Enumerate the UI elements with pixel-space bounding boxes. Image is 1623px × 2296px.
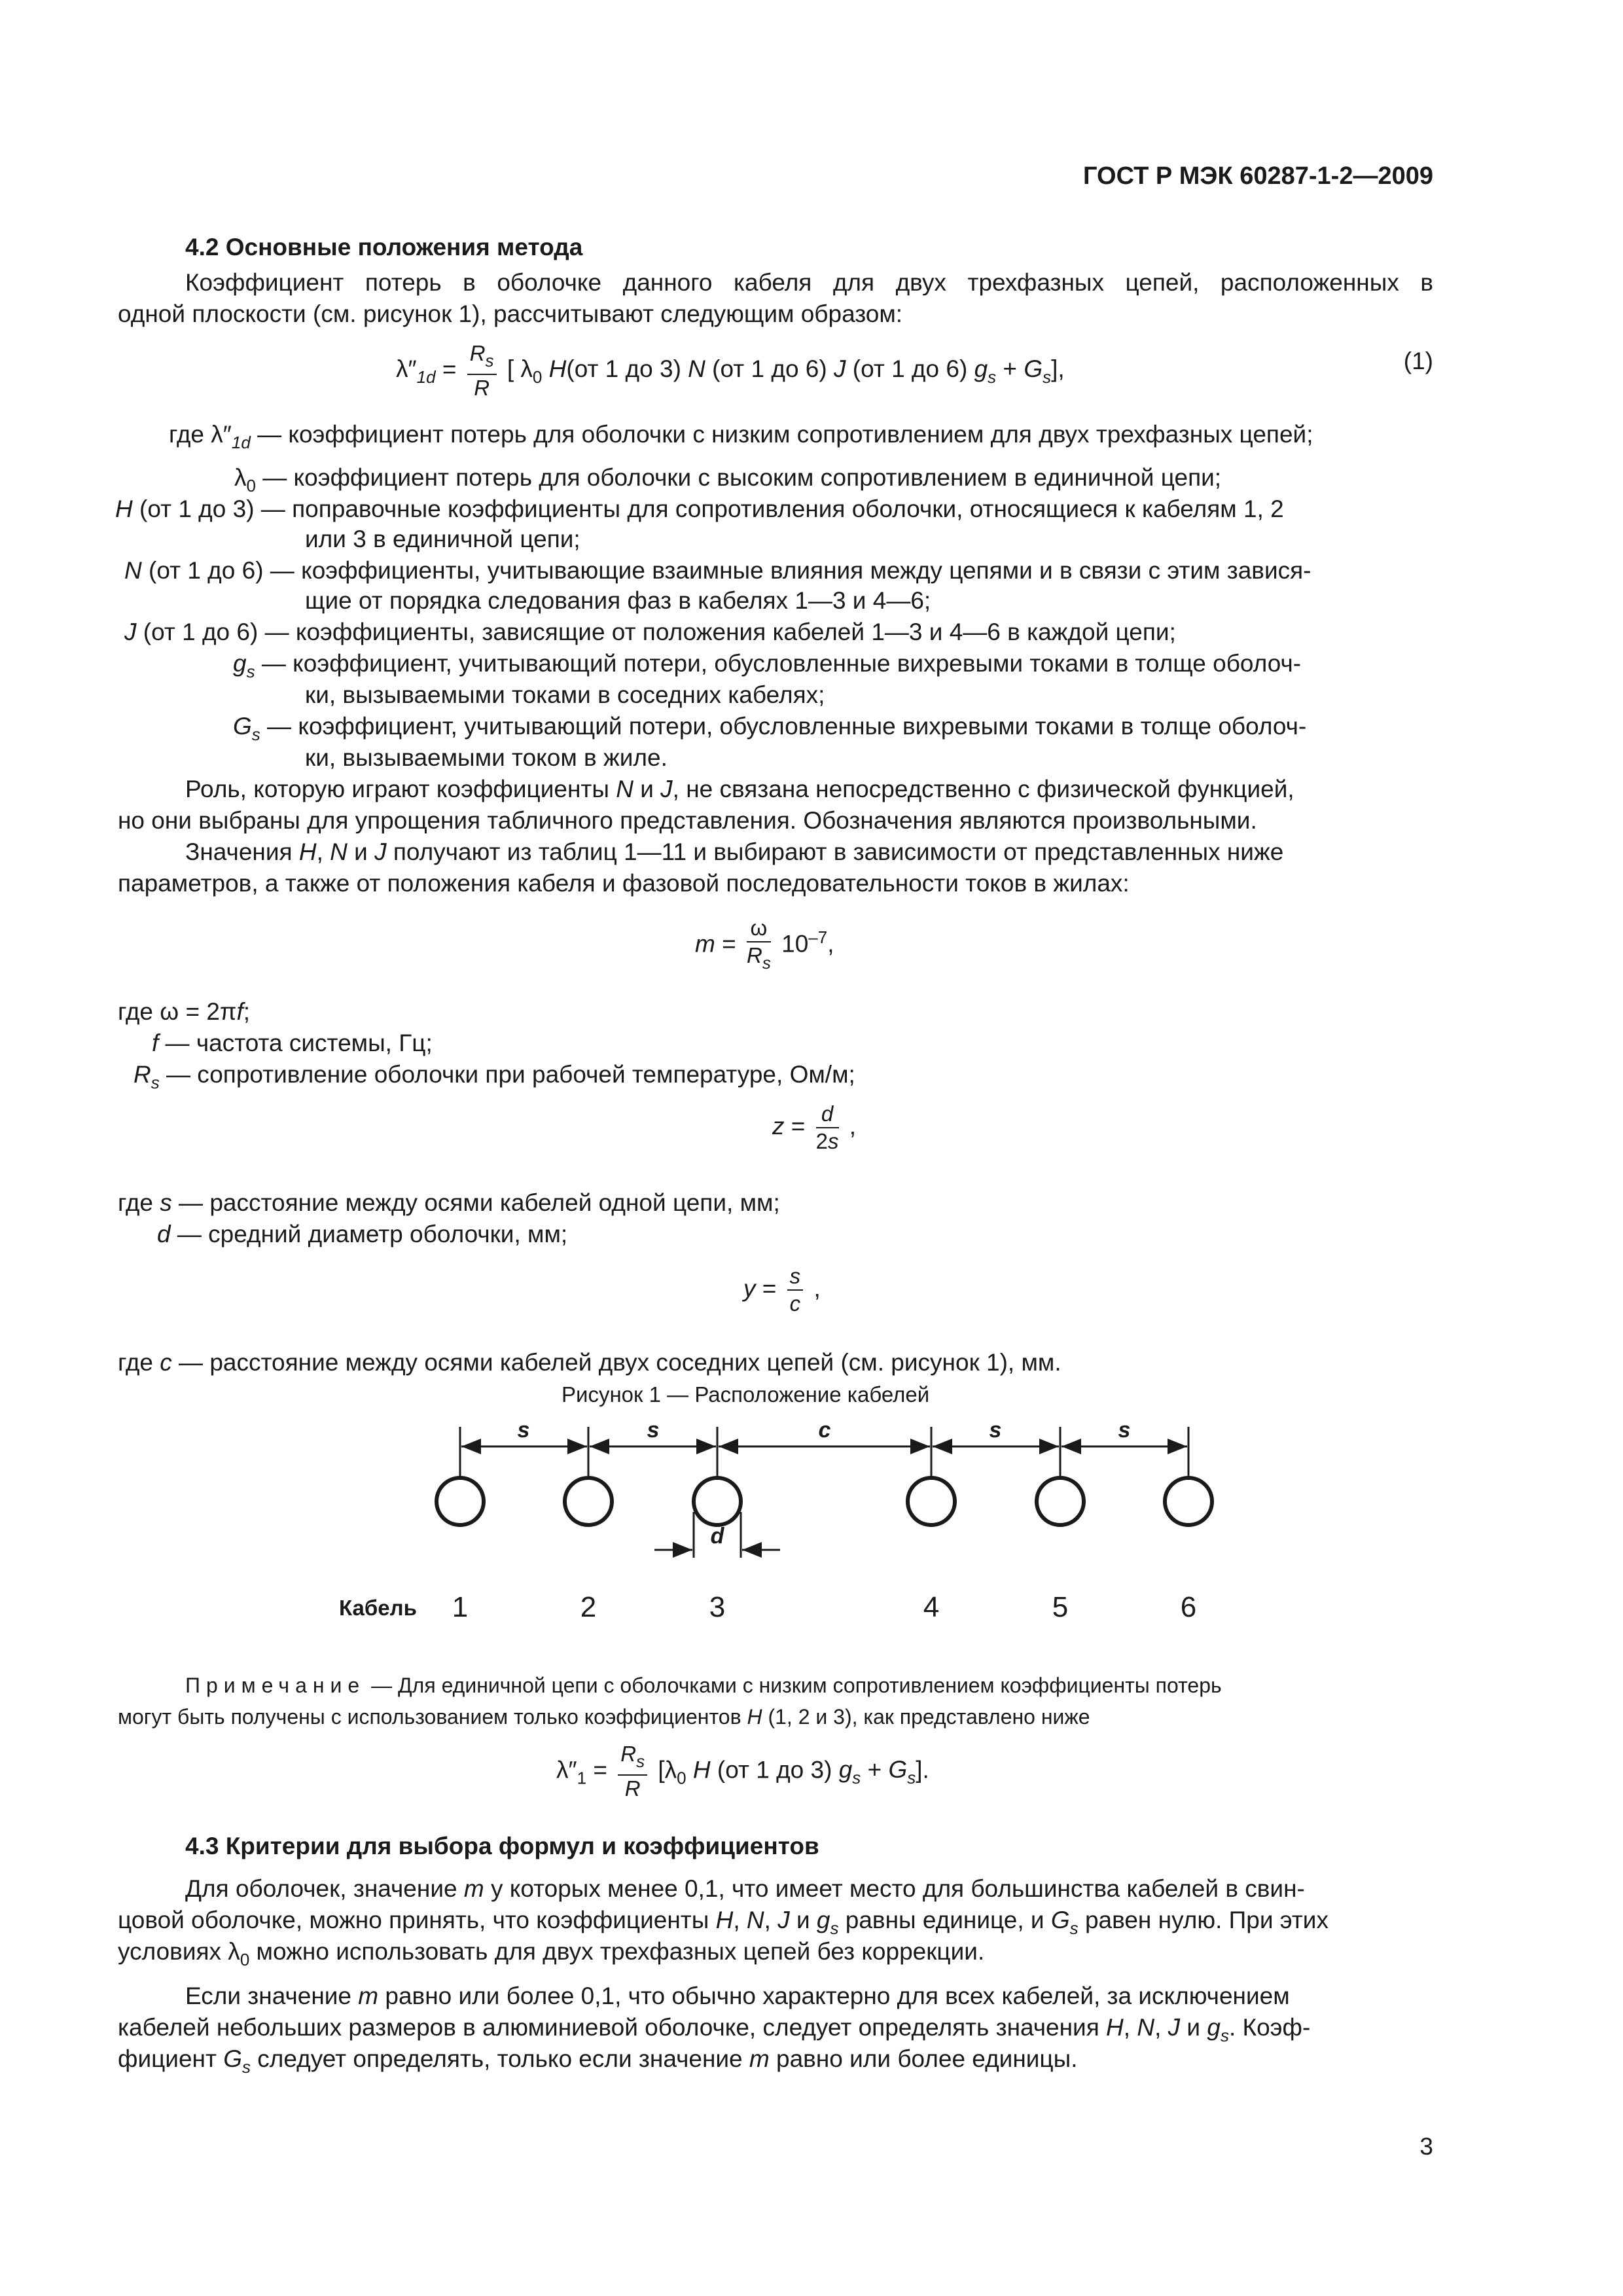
para-4-line-2: цовой оболочке, можно принять, что коэффициенты H, N, J и $g_s$ равны единице, и $G_s$ равен нулю. При этих	[118, 1907, 1329, 1938]
def-n: N (от 1 до 6) — коэффициенты, учитывающие взаимные влияния между цепями и в связи с этим завися-	[124, 557, 1311, 584]
para-3-line-1: Значения H, N и J получают из таблиц 1—11 и выбирают в зависимости от представленных ниже	[185, 838, 1284, 865]
note-line-2: могут быть получены с использованием только коэффициентов H (1, 2 и 3), как представлено ниже	[118, 1705, 1090, 1729]
eq1-rhs: [ $\lambda_0$ H(от 1 до 3) N (от 1 до 6) J (от 1 до 6) $g_s + G_s$],	[507, 355, 1065, 387]
section-title-4-3: 4.3 Критерии для выбора формул и коэффициентов	[185, 1833, 819, 1859]
cable-6	[1165, 1478, 1212, 1525]
spacing-label-c: c	[818, 1418, 831, 1443]
def-Gs: $G_s$ — коэффициент, учитывающий потери, обусловленные вихревыми токами в толще оболоч-	[233, 713, 1307, 744]
cable-row-label: Кабель	[339, 1596, 417, 1620]
def-lambda-1d: где $\lambda''_{1d}$ — коэффициент потерь для оболочки с низким сопротивлением для двух трехфазных цепей;	[169, 421, 1313, 452]
eq1-numerator: $R_s$	[467, 340, 497, 375]
cable-5	[1037, 1478, 1084, 1525]
para-1-line-2: одной плоскости (см. рисунок 1), рассчитывают следующим образом:	[118, 300, 903, 327]
para-4-line-3: условиях $\lambda_0$ можно использовать для двух трехфазных цепей без коррекции.	[118, 1938, 985, 1969]
cable-arrangement-figure	[314, 1407, 1296, 1636]
spacing-label-s: s	[647, 1418, 660, 1443]
where-rs: $R_s$ — сопротивление оболочки при рабочей температуре, Ом/м;	[134, 1061, 855, 1092]
where-omega: где ω = 2πf;	[118, 998, 251, 1025]
cable-number-4: 4	[923, 1591, 940, 1623]
eq1-denominator: R	[474, 376, 490, 400]
def-lambda-0: $\lambda_0$ — коэффициент потерь для оболочки с высоким сопротивлением в единичной цепи;	[234, 464, 1222, 495]
para-5-line-3: фициент $G_s$ следует определять, только если значение m равно или более единицы.	[118, 2045, 1078, 2077]
para-5-line-2: кабелей небольших размеров в алюминиевой оболочке, следует определять значения H, N, J и $g_s$. Коэф-	[118, 2014, 1311, 2045]
equation-1: $\lambda''_{1d}$ = $\frac{R_s}{R}$ [ $\lambda_0$ H(от 1 до 3) N (от 1 до 6) J (от 1 до 6) $g_s + G_s$],	[396, 341, 1065, 400]
def-gs-cont: ки, вызываемыми токами в соседних кабелях;	[305, 681, 825, 708]
cable-number-2: 2	[580, 1591, 597, 1623]
where-f: f — частота системы, Гц;	[152, 1030, 433, 1056]
def-j: J (от 1 до 6) — коэффициенты, зависящие от положения кабелей 1—3 и 4—6 в каждой цепи;	[124, 619, 1176, 645]
para-2-line-1: Роль, которую играют коэффициенты N и J, не связана непосредственно с физической функцией,	[185, 776, 1294, 802]
note-text-1: — Для единичной цепи с оболочками с низким сопротивлением коэффициенты потерь	[371, 1674, 1222, 1697]
eq1-lhs: $\lambda''_{1d}$	[396, 355, 436, 387]
def-h-cont: или 3 в единичной цепи;	[305, 526, 580, 552]
spacing-label-s: s	[1118, 1418, 1131, 1443]
def-n-cont: щие от порядка следования фаз в кабелях 1—3 и 4—6;	[305, 587, 931, 614]
para-5-line-1: Если значение m равно или более 0,1, что обычно характерно для всех кабелей, за исключением	[185, 1982, 1290, 2009]
document-code: ГОСТ Р МЭК 60287-1-2—2009	[1083, 162, 1433, 190]
equation-z: z = $\frac{d}{2s}$ ,	[772, 1102, 857, 1153]
def-h: H (от 1 до 3) — поправочные коэффициенты для сопротивления оболочки, относящиеся к кабелям 1, 2	[115, 495, 1284, 522]
cable-4	[908, 1478, 955, 1525]
note-line-1	[185, 1670, 1222, 1700]
para-4-line-1: Для оболочек, значение m у которых менее 0,1, что имеет место для большинства кабелей в свин-	[185, 1875, 1305, 1902]
para-2-line-2: но они выбраны для упрощения табличного представления. Обозначения являются произвольными.	[118, 807, 1257, 834]
cable-1	[437, 1478, 484, 1525]
section-title-4-2: 4.2 Основные положения метода	[185, 234, 583, 260]
cable-number-6: 6	[1180, 1591, 1197, 1623]
spacing-label-s: s	[517, 1418, 530, 1443]
note-label: Примечание	[185, 1674, 366, 1697]
para-1-line-1: Коэффициент потерь в оболочке данного кабеля для двух трехфазных цепей, расположенных в	[185, 269, 1433, 296]
equation-number: (1)	[1403, 348, 1433, 374]
where-c: где c — расстояние между осями кабелей двух соседних цепей (см. рисунок 1), мм.	[118, 1349, 1061, 1376]
page-number: 3	[1419, 2133, 1433, 2160]
cable-2	[565, 1478, 612, 1525]
figure-caption: Рисунок 1 — Расположение кабелей	[562, 1382, 930, 1407]
equation-y: y = $\frac{s}{c}$ ,	[743, 1264, 821, 1316]
equation-m: m = $\frac{\omega}{R_s}$ $10^{-7}$,	[695, 916, 834, 973]
para-3-line-2: параметров, а также от положения кабеля и фазовой последовательности токов в жилах:	[118, 870, 1130, 897]
cable-number-3: 3	[709, 1591, 726, 1623]
diameter-label: d	[710, 1524, 724, 1549]
def-Gs-cont: ки, вызываемыми током в жиле.	[305, 744, 668, 771]
cable-number-5: 5	[1052, 1591, 1069, 1623]
spacing-label-s: s	[989, 1418, 1002, 1443]
eq1-fraction	[467, 340, 497, 401]
note-equation: $\lambda''_1$ = $\frac{R_s}{R}$ [$\lambda_0$ H (от 1 до 3) $g_s + G_s$].	[556, 1742, 929, 1801]
where-d: d — средний диаметр оболочки, мм;	[157, 1221, 568, 1247]
def-gs: $g_s$ — коэффициент, учитывающий потери, обусловленные вихревыми токами в толще оболоч-	[233, 650, 1302, 681]
cable-number-1: 1	[452, 1591, 469, 1623]
where-s: где s — расстояние между осями кабелей одной цепи, мм;	[118, 1189, 780, 1216]
cable-3	[694, 1478, 741, 1525]
